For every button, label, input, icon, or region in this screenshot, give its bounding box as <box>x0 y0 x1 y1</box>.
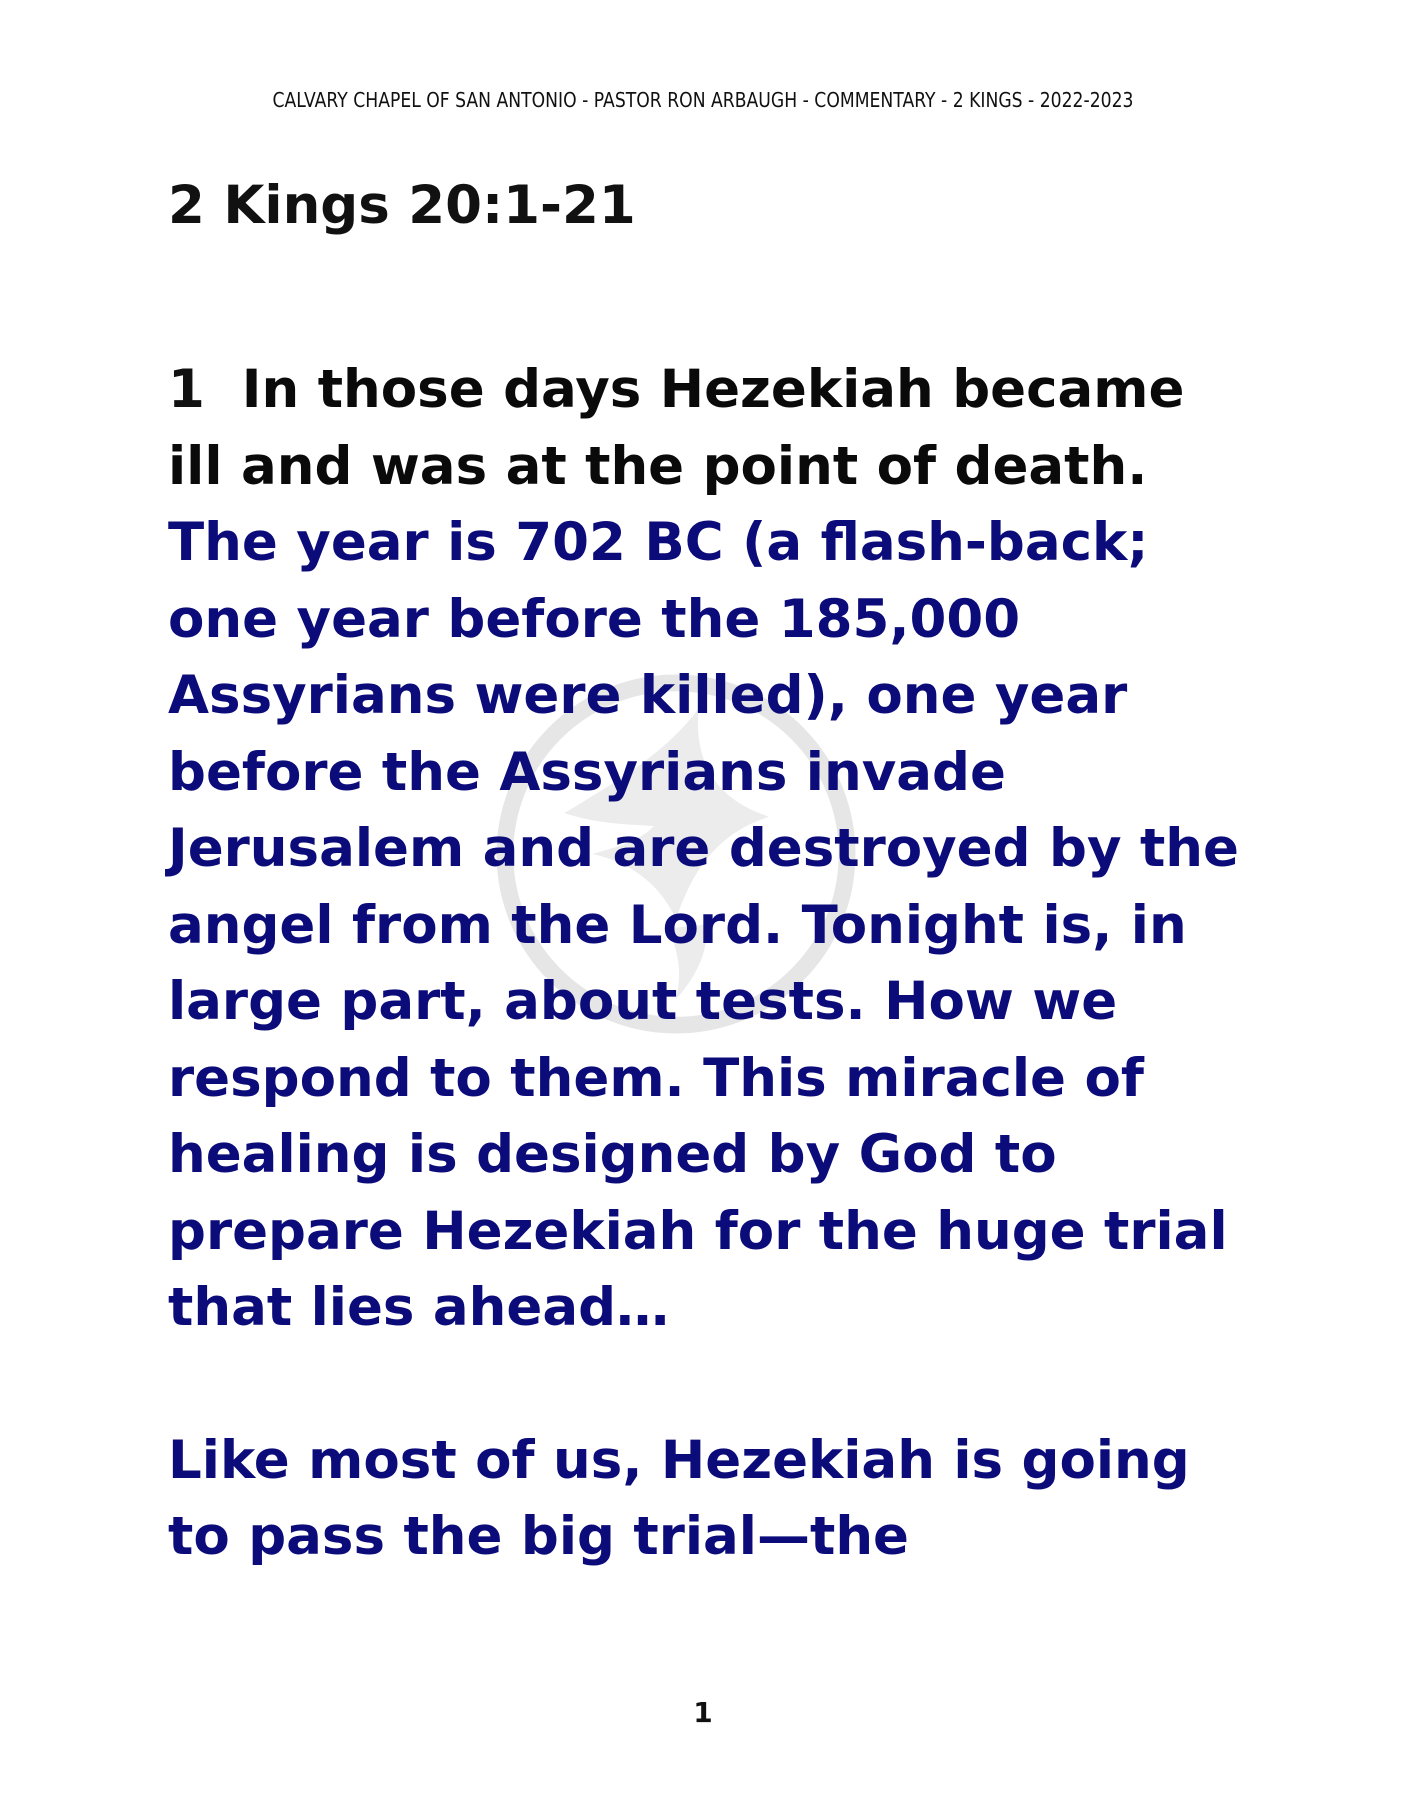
commentary-paragraph: Like most of us, Hezekiah is going to pass the big trial—the <box>168 1429 1190 1567</box>
running-header: CALVARY CHAPEL OF SAN ANTONIO - PASTOR RON ARBAUGH - COMMENTARY - 2 KINGS - 2022-2023 <box>272 88 1134 112</box>
page-number: 1 <box>693 1696 713 1729</box>
verse-text: In those days Hezekiah became ill and was at the point of death. <box>168 359 1185 497</box>
verse-paragraph <box>168 352 1248 1347</box>
commentary-text: The year is 702 BC (a flash-back; one year before the 185,000 Assyrians were killed), one year before the Assyrians invade Jerusalem and are destroyed by the angel from the Lord. Tonight is, in large part, about tests. How we respond to them. This miracle of healing is designed by God to prepare Hezekiah for the huge trial that lies ahead… <box>168 512 1239 1338</box>
verse-number: 1 <box>168 359 205 420</box>
passage-heading: 2 Kings 20:1-21 <box>168 175 636 236</box>
document-body <box>168 170 1248 1576</box>
